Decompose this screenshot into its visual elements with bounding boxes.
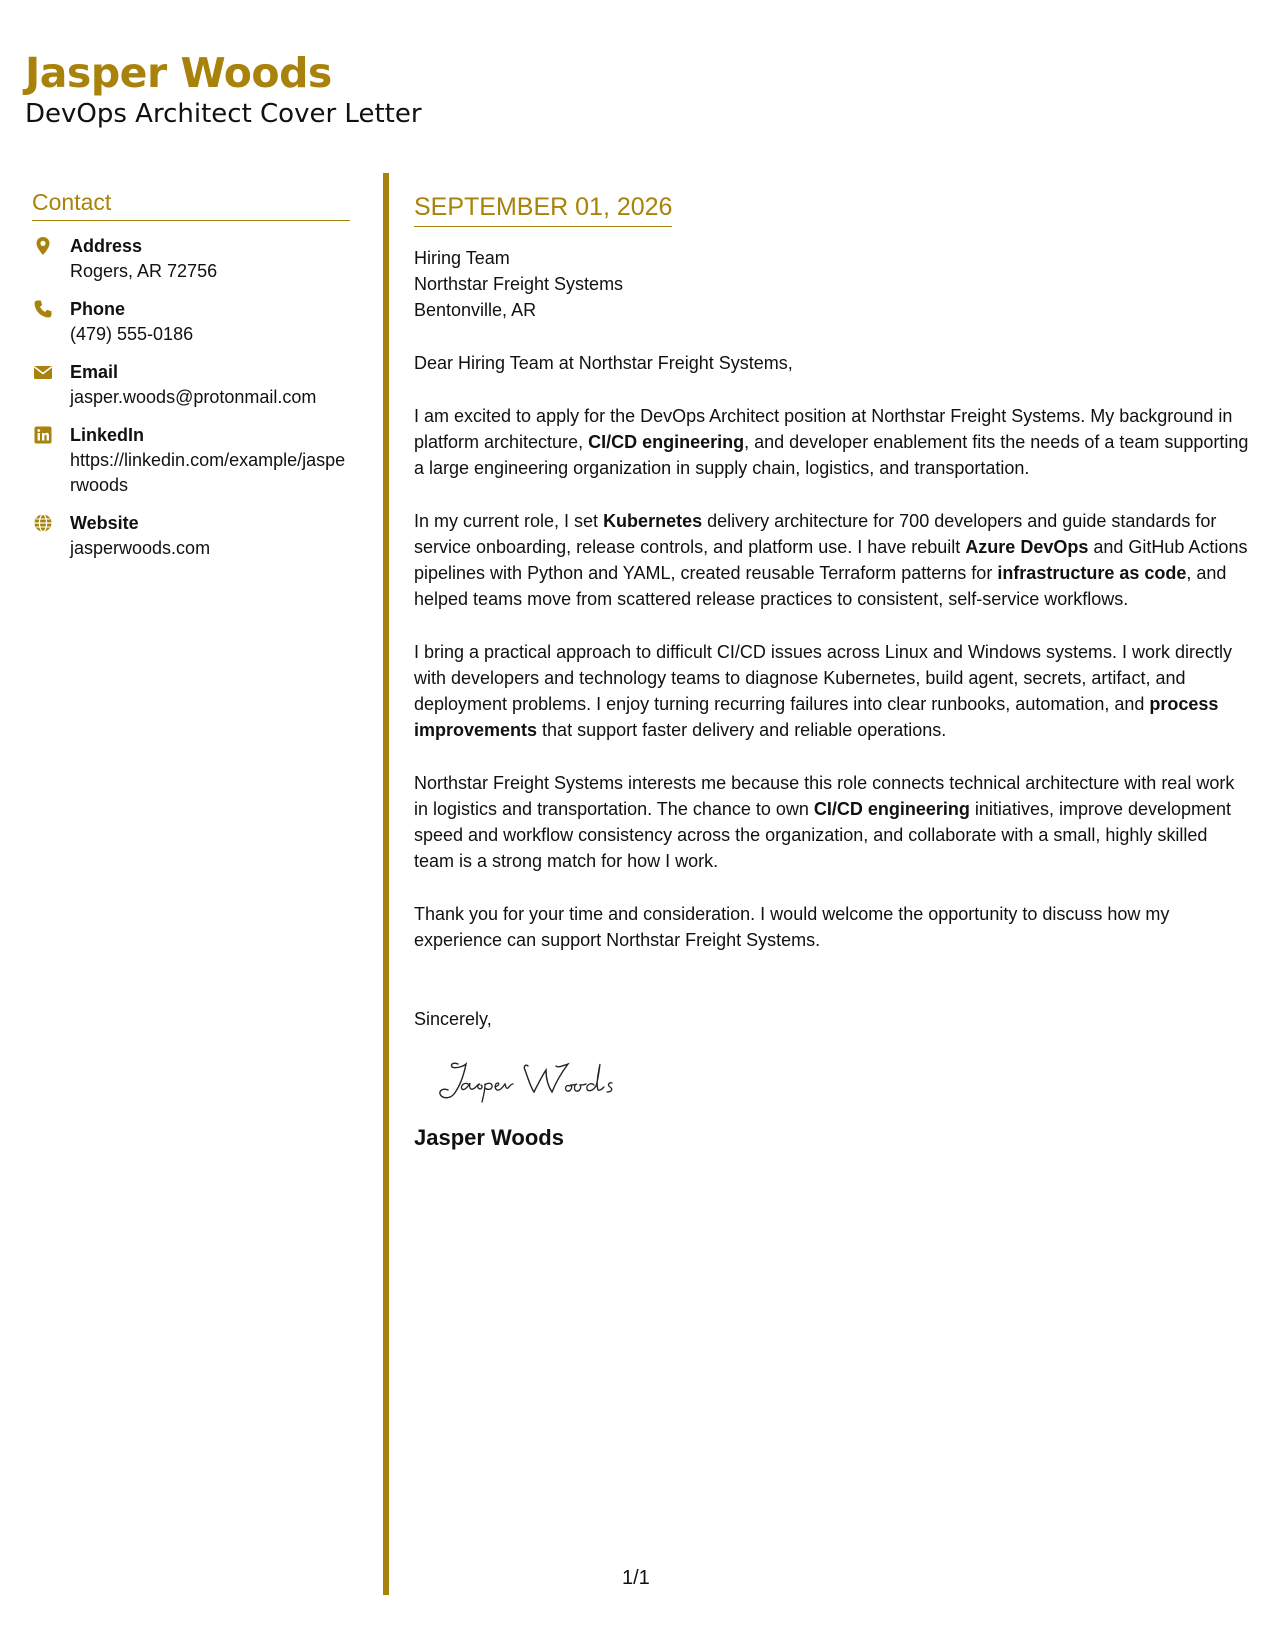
body-paragraph	[414, 508, 1250, 612]
paragraph-text: Thank you for your time and consideration. I would welcome the opportunity to discuss how my experience can support Northstar Freight Systems.	[414, 904, 1170, 950]
paragraph-text: , and developer enablement fits the needs of a team supporting a large engineering organization in supply chain, logistics, and transportation.	[414, 432, 1249, 478]
paragraph-text: delivery architecture for 700 developers and guide standards for service onboarding, release controls, and platform use. I have rebuilt	[414, 511, 1217, 557]
email-value[interactable]: jasper.woods@protonmail.com	[70, 387, 317, 407]
recipient-line: Northstar Freight Systems	[414, 274, 624, 294]
paragraph-text: that support faster delivery and reliable operations.	[537, 720, 947, 740]
highlighted-keyword: Azure DevOps	[965, 537, 1089, 557]
body-paragraph	[414, 901, 1250, 953]
contact-website	[32, 511, 350, 561]
page-number: 1/1	[622, 1567, 650, 1589]
website-value[interactable]: jasperwoods.com	[70, 538, 211, 558]
signer-name: Jasper Woods	[414, 1125, 564, 1150]
paragraph-text: and GitHub Actions pipelines with Python and YAML, created reusable Terraform patterns for	[414, 537, 1248, 583]
header	[25, 48, 422, 130]
highlighted-keyword: infrastructure as code	[997, 563, 1187, 583]
body-paragraph	[414, 639, 1250, 743]
paragraph-text: I am excited to apply for the DevOps Architect position at Northstar Freight Systems. My background in platform architecture,	[414, 406, 1233, 452]
phone-icon	[33, 299, 53, 319]
contact-linkedin	[32, 423, 350, 498]
paragraph-text: In my current role, I set	[414, 511, 604, 531]
closing: Sincerely,	[414, 1009, 492, 1029]
paragraph-text: initiatives, improve development speed and workflow consistency across the organization, and collaborate with a small, highly skilled team is a strong match for how I work.	[414, 799, 1232, 871]
envelope-icon	[33, 362, 53, 382]
linkedin-icon	[33, 425, 53, 445]
highlighted-keyword: Kubernetes	[603, 511, 703, 531]
handwritten-signature	[430, 1054, 660, 1106]
paragraph-text: I bring a practical approach to difficult CI/CD issues across Linux and Windows systems. I work directly with developers and technology teams to diagnose Kubernetes, build agent, secrets, artifact, and deployment problems. I enjoy turning recurring failures into clear runbooks, automation, and	[414, 642, 1232, 714]
website-label: Website	[70, 513, 139, 533]
letter-date: SEPTEMBER 01, 2026	[414, 190, 672, 227]
contact-heading: Contact	[32, 188, 350, 221]
linkedin-value[interactable]: https://linkedin.com/example/jasperwoods	[70, 450, 346, 495]
globe-icon	[33, 513, 53, 533]
phone-value: (479) 555-0186	[70, 324, 194, 344]
address-value: Rogers, AR 72756	[70, 261, 218, 281]
highlighted-keyword: CI/CD engineering	[588, 432, 745, 452]
recipient-block	[414, 245, 1250, 323]
contact-sidebar	[32, 188, 350, 561]
contact-email	[32, 360, 350, 410]
paragraph-text: , and helped teams move from scattered release practices to consistent, self-service workflows.	[414, 563, 1227, 609]
document-subtitle: DevOps Architect Cover Letter	[25, 99, 422, 129]
highlighted-keyword: process improvements	[414, 694, 1219, 740]
column-divider	[383, 173, 389, 1595]
letter-body	[414, 190, 1250, 1151]
letter-paragraphs	[414, 403, 1250, 953]
highlighted-keyword: CI/CD engineering	[813, 799, 970, 819]
recipient-line: Hiring Team	[414, 248, 510, 268]
recipient-line: Bentonville, AR	[414, 300, 537, 320]
email-label: Email	[70, 362, 119, 382]
applicant-name: Jasper Woods	[25, 49, 332, 97]
body-paragraph	[414, 770, 1250, 874]
phone-label: Phone	[70, 299, 126, 319]
salutation: Dear Hiring Team at Northstar Freight Systems,	[414, 353, 793, 373]
paragraph-text: Northstar Freight Systems interests me because this role connects technical architecture with real work in logistics and transportation. The chance to own	[414, 773, 1235, 819]
address-label: Address	[70, 236, 143, 256]
body-paragraph	[414, 403, 1250, 481]
linkedin-label: LinkedIn	[70, 425, 145, 445]
contact-address	[32, 234, 350, 284]
contact-phone	[32, 297, 350, 347]
map-marker-icon	[33, 236, 53, 256]
